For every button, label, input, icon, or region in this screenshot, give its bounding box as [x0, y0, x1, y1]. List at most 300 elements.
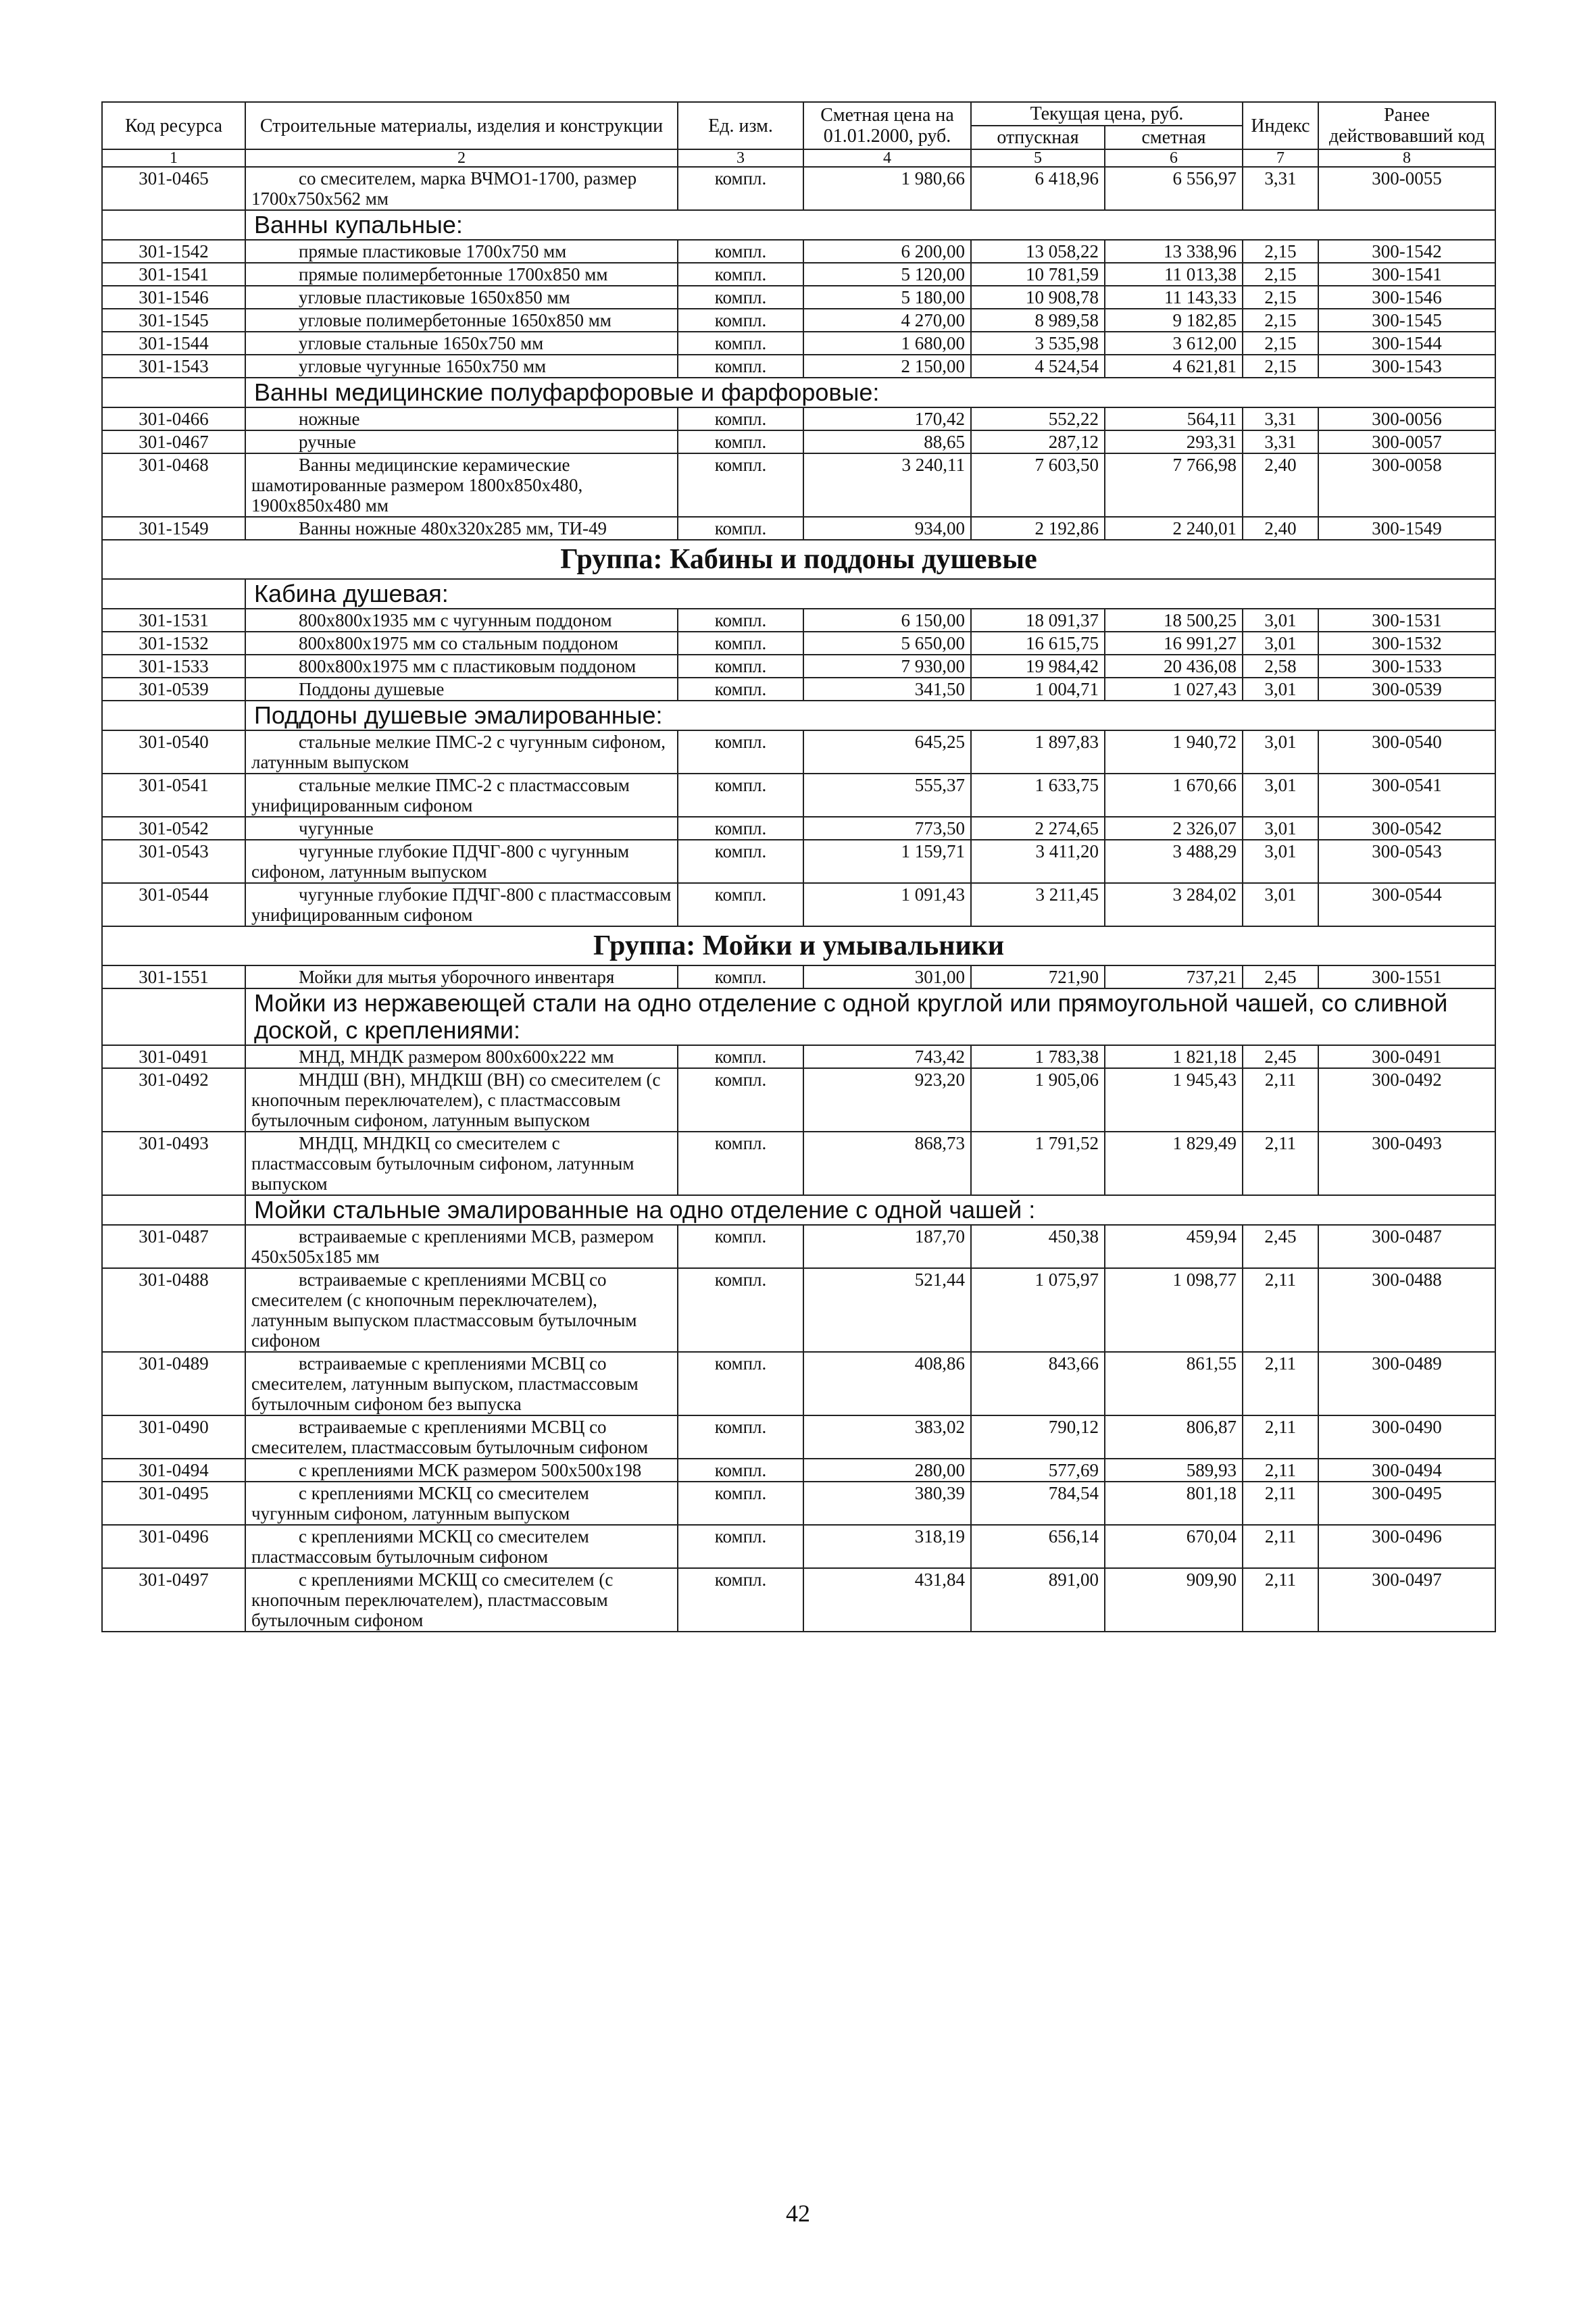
release-price-cell: 4 524,54 — [971, 355, 1105, 378]
group-row — [102, 540, 1495, 579]
material-name-text: встраиваемые с креплениями МСВЦ со смесителем (с кнопочным переключателем), латунным выпуском пластмассовым бутылочным сифоном — [251, 1269, 637, 1351]
unit-cell: компл. — [678, 655, 803, 678]
table-row — [102, 678, 1495, 701]
table-row — [102, 1068, 1495, 1132]
price-index-cell: 2,45 — [1243, 1045, 1318, 1068]
price-table — [101, 101, 1496, 1632]
base-price-cell: 7 930,00 — [803, 655, 971, 678]
estimate-price-cell: 1 945,43 — [1105, 1068, 1243, 1132]
release-price-cell: 3 535,98 — [971, 332, 1105, 355]
previous-code-cell: 300-1533 — [1318, 655, 1495, 678]
unit-cell: компл. — [678, 965, 803, 988]
release-price-cell: 790,12 — [971, 1415, 1105, 1459]
release-price-cell: 6 418,96 — [971, 167, 1105, 210]
subsection-spacer — [102, 210, 245, 240]
subsection-spacer — [102, 988, 245, 1045]
resource-code-cell: 301-1551 — [102, 965, 245, 988]
unit-cell: компл. — [678, 1525, 803, 1568]
release-price-cell: 1 897,83 — [971, 730, 1105, 774]
price-index-cell: 2,15 — [1243, 309, 1318, 332]
unit-cell: компл. — [678, 632, 803, 655]
material-name-text: встраиваемые с креплениями МСВ, размером 450x505x185 мм — [251, 1226, 654, 1267]
estimate-price-cell: 18 500,25 — [1105, 609, 1243, 632]
table-row — [102, 1482, 1495, 1525]
release-price-cell: 656,14 — [971, 1525, 1105, 1568]
base-price-cell: 773,50 — [803, 817, 971, 840]
release-price-cell: 13 058,22 — [971, 240, 1105, 263]
estimate-price-cell: 909,90 — [1105, 1568, 1243, 1632]
header-prev-code: Ранее действовавший код — [1318, 102, 1495, 149]
release-price-cell: 19 984,42 — [971, 655, 1105, 678]
estimate-price-cell: 1 940,72 — [1105, 730, 1243, 774]
material-name-text: стальные мелкие ПМС-2 с чугунным сифоном, латунным выпуском — [251, 732, 666, 772]
material-name-cell — [245, 1459, 678, 1482]
price-index-cell: 2,15 — [1243, 286, 1318, 309]
subsection-title: Ванны купальные: — [245, 210, 1495, 240]
estimate-price-cell: 20 436,08 — [1105, 655, 1243, 678]
subsection-title: Кабина душевая: — [245, 579, 1495, 609]
unit-cell: компл. — [678, 517, 803, 540]
price-index-cell: 2,40 — [1243, 453, 1318, 517]
previous-code-cell: 300-0493 — [1318, 1132, 1495, 1195]
unit-cell: компл. — [678, 407, 803, 430]
header-code: Код ресурса — [102, 102, 245, 149]
base-price-cell: 1 091,43 — [803, 883, 971, 926]
column-number: 6 — [1105, 149, 1243, 167]
unit-cell: компл. — [678, 609, 803, 632]
previous-code-cell: 300-1542 — [1318, 240, 1495, 263]
subsection-row — [102, 378, 1495, 407]
base-price-cell: 88,65 — [803, 430, 971, 453]
table-row — [102, 817, 1495, 840]
estimate-price-cell: 459,94 — [1105, 1225, 1243, 1268]
resource-code-cell: 301-0496 — [102, 1525, 245, 1568]
table-row — [102, 609, 1495, 632]
estimate-price-cell: 861,55 — [1105, 1352, 1243, 1415]
estimate-price-cell: 2 326,07 — [1105, 817, 1243, 840]
resource-code-cell: 301-0540 — [102, 730, 245, 774]
column-number: 3 — [678, 149, 803, 167]
material-name-text: прямые пластиковые 1700x750 мм — [299, 241, 567, 261]
unit-cell: компл. — [678, 730, 803, 774]
base-price-cell: 3 240,11 — [803, 453, 971, 517]
unit-cell: компл. — [678, 309, 803, 332]
material-name-cell — [245, 1068, 678, 1132]
base-price-cell: 170,42 — [803, 407, 971, 430]
material-name-text: ножные — [299, 409, 360, 429]
previous-code-cell: 300-0490 — [1318, 1415, 1495, 1459]
subsection-title: Мойки стальные эмалированные на одно отделение с одной чашей : — [245, 1195, 1495, 1225]
material-name-text: с креплениями МСК размером 500x500x198 — [299, 1460, 642, 1480]
material-name-cell — [245, 1268, 678, 1352]
material-name-text: с креплениями МСКЦ со смесителем чугунным сифоном, латунным выпуском — [251, 1483, 589, 1524]
header-release-price: отпускная — [971, 126, 1105, 149]
resource-code-cell: 301-0465 — [102, 167, 245, 210]
table-row — [102, 774, 1495, 817]
base-price-cell: 1 680,00 — [803, 332, 971, 355]
table-row — [102, 1045, 1495, 1068]
material-name-text: Поддоны душевые — [299, 679, 445, 699]
release-price-cell: 552,22 — [971, 407, 1105, 430]
previous-code-cell: 300-1549 — [1318, 517, 1495, 540]
table-row — [102, 730, 1495, 774]
release-price-cell: 10 908,78 — [971, 286, 1105, 309]
group-title: Группа: Кабины и поддоны душевые — [102, 540, 1495, 579]
unit-cell: компл. — [678, 1068, 803, 1132]
material-name-text: Ванны ножные 480x320x285 мм, ТИ-49 — [299, 518, 607, 538]
resource-code-cell: 301-0493 — [102, 1132, 245, 1195]
estimate-price-cell: 11 013,38 — [1105, 263, 1243, 286]
base-price-cell: 408,86 — [803, 1352, 971, 1415]
unit-cell: компл. — [678, 678, 803, 701]
base-price-cell: 431,84 — [803, 1568, 971, 1632]
previous-code-cell: 300-1551 — [1318, 965, 1495, 988]
material-name-text: 800x800x1975 мм с пластиковым поддоном — [299, 656, 637, 676]
column-number: 1 — [102, 149, 245, 167]
release-price-cell: 2 192,86 — [971, 517, 1105, 540]
price-index-cell: 2,45 — [1243, 1225, 1318, 1268]
resource-code-cell: 301-0491 — [102, 1045, 245, 1068]
unit-cell: компл. — [678, 355, 803, 378]
material-name-text: МНД, МНДК размером 800x600x222 мм — [299, 1047, 614, 1067]
base-price-cell: 1 159,71 — [803, 840, 971, 883]
subsection-row — [102, 988, 1495, 1045]
base-price-cell: 743,42 — [803, 1045, 971, 1068]
release-price-cell: 1 075,97 — [971, 1268, 1105, 1352]
unit-cell: компл. — [678, 1132, 803, 1195]
material-name-cell — [245, 1132, 678, 1195]
material-name-cell — [245, 609, 678, 632]
resource-code-cell: 301-0487 — [102, 1225, 245, 1268]
base-price-cell: 868,73 — [803, 1132, 971, 1195]
material-name-cell — [245, 730, 678, 774]
table-row — [102, 1568, 1495, 1632]
table-row — [102, 309, 1495, 332]
resource-code-cell: 301-0468 — [102, 453, 245, 517]
estimate-price-cell: 16 991,27 — [1105, 632, 1243, 655]
header-unit: Ед. изм. — [678, 102, 803, 149]
resource-code-cell: 301-0488 — [102, 1268, 245, 1352]
estimate-price-cell: 1 098,77 — [1105, 1268, 1243, 1352]
material-name-cell — [245, 632, 678, 655]
material-name-text: Мойки для мытья уборочного инвентаря — [299, 967, 615, 987]
unit-cell: компл. — [678, 817, 803, 840]
table-row — [102, 453, 1495, 517]
material-name-cell — [245, 1525, 678, 1568]
release-price-cell: 1 633,75 — [971, 774, 1105, 817]
price-index-cell: 3,01 — [1243, 609, 1318, 632]
price-index-cell: 2,11 — [1243, 1482, 1318, 1525]
release-price-cell: 8 989,58 — [971, 309, 1105, 332]
resource-code-cell: 301-0489 — [102, 1352, 245, 1415]
unit-cell: компл. — [678, 453, 803, 517]
material-name-cell — [245, 965, 678, 988]
release-price-cell: 7 603,50 — [971, 453, 1105, 517]
material-name-cell — [245, 332, 678, 355]
material-name-text: МНДЦ, МНДКЦ со смесителем с пластмассовым бутылочным сифоном, латунным выпуском — [251, 1133, 634, 1194]
subsection-title: Ванны медицинские полуфарфоровые и фарфоровые: — [245, 378, 1495, 407]
column-numbers-row — [102, 149, 1495, 167]
price-index-cell: 3,01 — [1243, 817, 1318, 840]
material-name-cell — [245, 774, 678, 817]
base-price-cell: 301,00 — [803, 965, 971, 988]
previous-code-cell: 300-0487 — [1318, 1225, 1495, 1268]
price-index-cell: 3,01 — [1243, 883, 1318, 926]
price-index-cell: 2,15 — [1243, 240, 1318, 263]
estimate-price-cell: 806,87 — [1105, 1415, 1243, 1459]
previous-code-cell: 300-1531 — [1318, 609, 1495, 632]
base-price-cell: 2 150,00 — [803, 355, 971, 378]
material-name-cell — [245, 655, 678, 678]
material-name-cell — [245, 309, 678, 332]
base-price-cell: 923,20 — [803, 1068, 971, 1132]
material-name-text: встраиваемые с креплениями МСВЦ со смесителем, пластмассовым бутылочным сифоном — [251, 1417, 649, 1457]
resource-code-cell: 301-0544 — [102, 883, 245, 926]
unit-cell: компл. — [678, 1225, 803, 1268]
resource-code-cell: 301-0542 — [102, 817, 245, 840]
material-name-text: с креплениями МСКЩ со смесителем (с кнопочным переключателем), пластмассовым бутылочным сифоном — [251, 1569, 614, 1630]
base-price-cell: 645,25 — [803, 730, 971, 774]
page-number: 42 — [786, 2200, 810, 2227]
release-price-cell: 1 004,71 — [971, 678, 1105, 701]
base-price-cell: 934,00 — [803, 517, 971, 540]
table-body — [102, 167, 1495, 1632]
previous-code-cell: 300-0494 — [1318, 1459, 1495, 1482]
estimate-price-cell: 3 488,29 — [1105, 840, 1243, 883]
resource-code-cell: 301-0490 — [102, 1415, 245, 1459]
previous-code-cell: 300-0495 — [1318, 1482, 1495, 1525]
estimate-price-cell: 589,93 — [1105, 1459, 1243, 1482]
previous-code-cell: 300-0541 — [1318, 774, 1495, 817]
material-name-text: прямые полимербетонные 1700x850 мм — [299, 264, 608, 284]
estimate-price-cell: 7 766,98 — [1105, 453, 1243, 517]
table-row — [102, 430, 1495, 453]
price-index-cell: 3,01 — [1243, 632, 1318, 655]
table-row — [102, 840, 1495, 883]
previous-code-cell: 300-0542 — [1318, 817, 1495, 840]
previous-code-cell: 300-0544 — [1318, 883, 1495, 926]
price-table-sheet — [101, 101, 1495, 1632]
release-price-cell: 16 615,75 — [971, 632, 1105, 655]
material-name-text: угловые чугунные 1650x750 мм — [299, 356, 547, 376]
base-price-cell: 187,70 — [803, 1225, 971, 1268]
group-row — [102, 926, 1495, 965]
material-name-text: чугунные — [299, 818, 374, 838]
base-price-cell: 521,44 — [803, 1268, 971, 1352]
price-index-cell: 2,11 — [1243, 1352, 1318, 1415]
material-name-cell — [245, 883, 678, 926]
table-row — [102, 332, 1495, 355]
resource-code-cell: 301-0492 — [102, 1068, 245, 1132]
table-row — [102, 1525, 1495, 1568]
price-index-cell: 2,15 — [1243, 355, 1318, 378]
unit-cell: компл. — [678, 774, 803, 817]
base-price-cell: 280,00 — [803, 1459, 971, 1482]
release-price-cell: 3 411,20 — [971, 840, 1105, 883]
subsection-title: Поддоны душевые эмалированные: — [245, 701, 1495, 730]
estimate-price-cell: 3 612,00 — [1105, 332, 1243, 355]
previous-code-cell: 300-0539 — [1318, 678, 1495, 701]
material-name-text: стальные мелкие ПМС-2 с пластмассовым унифицированным сифоном — [251, 775, 630, 815]
release-price-cell: 2 274,65 — [971, 817, 1105, 840]
table-row — [102, 965, 1495, 988]
subsection-row — [102, 701, 1495, 730]
release-price-cell: 1 905,06 — [971, 1068, 1105, 1132]
price-index-cell: 3,01 — [1243, 730, 1318, 774]
previous-code-cell: 300-1544 — [1318, 332, 1495, 355]
price-index-cell: 2,11 — [1243, 1415, 1318, 1459]
table-row — [102, 240, 1495, 263]
material-name-cell — [245, 407, 678, 430]
price-index-cell: 2,11 — [1243, 1568, 1318, 1632]
price-index-cell: 3,01 — [1243, 840, 1318, 883]
unit-cell: компл. — [678, 240, 803, 263]
header-base-price: Сметная цена на 01.01.2000, руб. — [803, 102, 971, 149]
resource-code-cell: 301-1542 — [102, 240, 245, 263]
release-price-cell: 721,90 — [971, 965, 1105, 988]
material-name-cell — [245, 355, 678, 378]
price-index-cell: 3,31 — [1243, 167, 1318, 210]
header-row-1 — [102, 102, 1495, 126]
material-name-text: 800x800x1935 мм с чугунным поддоном — [299, 610, 612, 630]
base-price-cell: 555,37 — [803, 774, 971, 817]
previous-code-cell: 300-1546 — [1318, 286, 1495, 309]
unit-cell: компл. — [678, 840, 803, 883]
release-price-cell: 577,69 — [971, 1459, 1105, 1482]
material-name-cell — [245, 1482, 678, 1525]
previous-code-cell: 300-0496 — [1318, 1525, 1495, 1568]
estimate-price-cell: 801,18 — [1105, 1482, 1243, 1525]
base-price-cell: 383,02 — [803, 1415, 971, 1459]
base-price-cell: 1 980,66 — [803, 167, 971, 210]
column-number: 2 — [245, 149, 678, 167]
unit-cell: компл. — [678, 332, 803, 355]
unit-cell: компл. — [678, 1352, 803, 1415]
price-index-cell: 3,01 — [1243, 678, 1318, 701]
release-price-cell: 287,12 — [971, 430, 1105, 453]
estimate-price-cell: 1 027,43 — [1105, 678, 1243, 701]
resource-code-cell: 301-1533 — [102, 655, 245, 678]
base-price-cell: 5 120,00 — [803, 263, 971, 286]
base-price-cell: 5 180,00 — [803, 286, 971, 309]
previous-code-cell: 300-1543 — [1318, 355, 1495, 378]
unit-cell: компл. — [678, 1459, 803, 1482]
previous-code-cell: 300-1545 — [1318, 309, 1495, 332]
estimate-price-cell: 9 182,85 — [1105, 309, 1243, 332]
release-price-cell: 10 781,59 — [971, 263, 1105, 286]
price-index-cell: 2,15 — [1243, 332, 1318, 355]
material-name-text: ручные — [299, 432, 356, 452]
table-row — [102, 1352, 1495, 1415]
price-index-cell: 2,15 — [1243, 263, 1318, 286]
table-row — [102, 167, 1495, 210]
material-name-text: 800x800x1975 мм со стальным поддоном — [299, 633, 619, 653]
table-row — [102, 263, 1495, 286]
previous-code-cell: 300-0543 — [1318, 840, 1495, 883]
subsection-spacer — [102, 579, 245, 609]
release-price-cell: 1 783,38 — [971, 1045, 1105, 1068]
previous-code-cell: 300-1532 — [1318, 632, 1495, 655]
material-name-text: угловые полимербетонные 1650x850 мм — [299, 310, 612, 330]
estimate-price-cell: 2 240,01 — [1105, 517, 1243, 540]
estimate-price-cell: 13 338,96 — [1105, 240, 1243, 263]
price-index-cell: 3,31 — [1243, 430, 1318, 453]
column-number: 5 — [971, 149, 1105, 167]
price-index-cell: 3,31 — [1243, 407, 1318, 430]
previous-code-cell: 300-0488 — [1318, 1268, 1495, 1352]
estimate-price-cell: 737,21 — [1105, 965, 1243, 988]
price-index-cell: 2,11 — [1243, 1525, 1318, 1568]
base-price-cell: 380,39 — [803, 1482, 971, 1525]
header-index: Индекс — [1243, 102, 1318, 149]
resource-code-cell: 301-1532 — [102, 632, 245, 655]
material-name-text: чугунные глубокие ПДЧГ-800 с пластмассовым унифицированным сифоном — [251, 884, 672, 925]
material-name-cell — [245, 517, 678, 540]
material-name-cell — [245, 453, 678, 517]
material-name-text: со смесителем, марка ВЧМО1-1700, размер 1700x750x562 мм — [251, 168, 637, 209]
resource-code-cell: 301-1544 — [102, 332, 245, 355]
resource-code-cell: 301-0495 — [102, 1482, 245, 1525]
previous-code-cell: 300-0489 — [1318, 1352, 1495, 1415]
subsection-spacer — [102, 1195, 245, 1225]
previous-code-cell: 300-0055 — [1318, 167, 1495, 210]
table-row — [102, 517, 1495, 540]
resource-code-cell: 301-0539 — [102, 678, 245, 701]
table-row — [102, 1268, 1495, 1352]
estimate-price-cell: 670,04 — [1105, 1525, 1243, 1568]
table-row — [102, 1132, 1495, 1195]
release-price-cell: 450,38 — [971, 1225, 1105, 1268]
header-estimate-price: сметная — [1105, 126, 1243, 149]
resource-code-cell: 301-0467 — [102, 430, 245, 453]
base-price-cell: 5 650,00 — [803, 632, 971, 655]
estimate-price-cell: 6 556,97 — [1105, 167, 1243, 210]
resource-code-cell: 301-0541 — [102, 774, 245, 817]
unit-cell: компл. — [678, 167, 803, 210]
previous-code-cell: 300-0491 — [1318, 1045, 1495, 1068]
material-name-cell — [245, 1225, 678, 1268]
price-index-cell: 2,45 — [1243, 965, 1318, 988]
table-row — [102, 883, 1495, 926]
material-name-text: МНДШ (ВН), МНДКШ (ВН) со смесителем (с кнопочным переключателем), с пластмассовым бутылочным сифоном, латунным выпуском — [251, 1070, 661, 1130]
previous-code-cell: 300-0058 — [1318, 453, 1495, 517]
subsection-row — [102, 210, 1495, 240]
price-index-cell: 2,58 — [1243, 655, 1318, 678]
subsection-spacer — [102, 701, 245, 730]
release-price-cell: 1 791,52 — [971, 1132, 1105, 1195]
base-price-cell: 341,50 — [803, 678, 971, 701]
previous-code-cell: 300-0057 — [1318, 430, 1495, 453]
material-name-cell — [245, 430, 678, 453]
resource-code-cell: 301-1546 — [102, 286, 245, 309]
unit-cell: компл. — [678, 1045, 803, 1068]
material-name-cell — [245, 240, 678, 263]
price-index-cell: 2,11 — [1243, 1459, 1318, 1482]
price-index-cell: 2,40 — [1243, 517, 1318, 540]
resource-code-cell: 301-0543 — [102, 840, 245, 883]
material-name-text: угловые стальные 1650x750 мм — [299, 333, 544, 353]
estimate-price-cell: 4 621,81 — [1105, 355, 1243, 378]
resource-code-cell: 301-1549 — [102, 517, 245, 540]
unit-cell: компл. — [678, 1568, 803, 1632]
header-current-price: Текущая цена, руб. — [971, 102, 1243, 126]
material-name-text: встраиваемые с креплениями МСВЦ со смесителем, латунным выпуском, пластмассовым бутылочным сифоном без выпуска — [251, 1353, 639, 1414]
estimate-price-cell: 293,31 — [1105, 430, 1243, 453]
release-price-cell: 891,00 — [971, 1568, 1105, 1632]
group-title: Группа: Мойки и умывальники — [102, 926, 1495, 965]
material-name-cell — [245, 1415, 678, 1459]
column-number: 8 — [1318, 149, 1495, 167]
